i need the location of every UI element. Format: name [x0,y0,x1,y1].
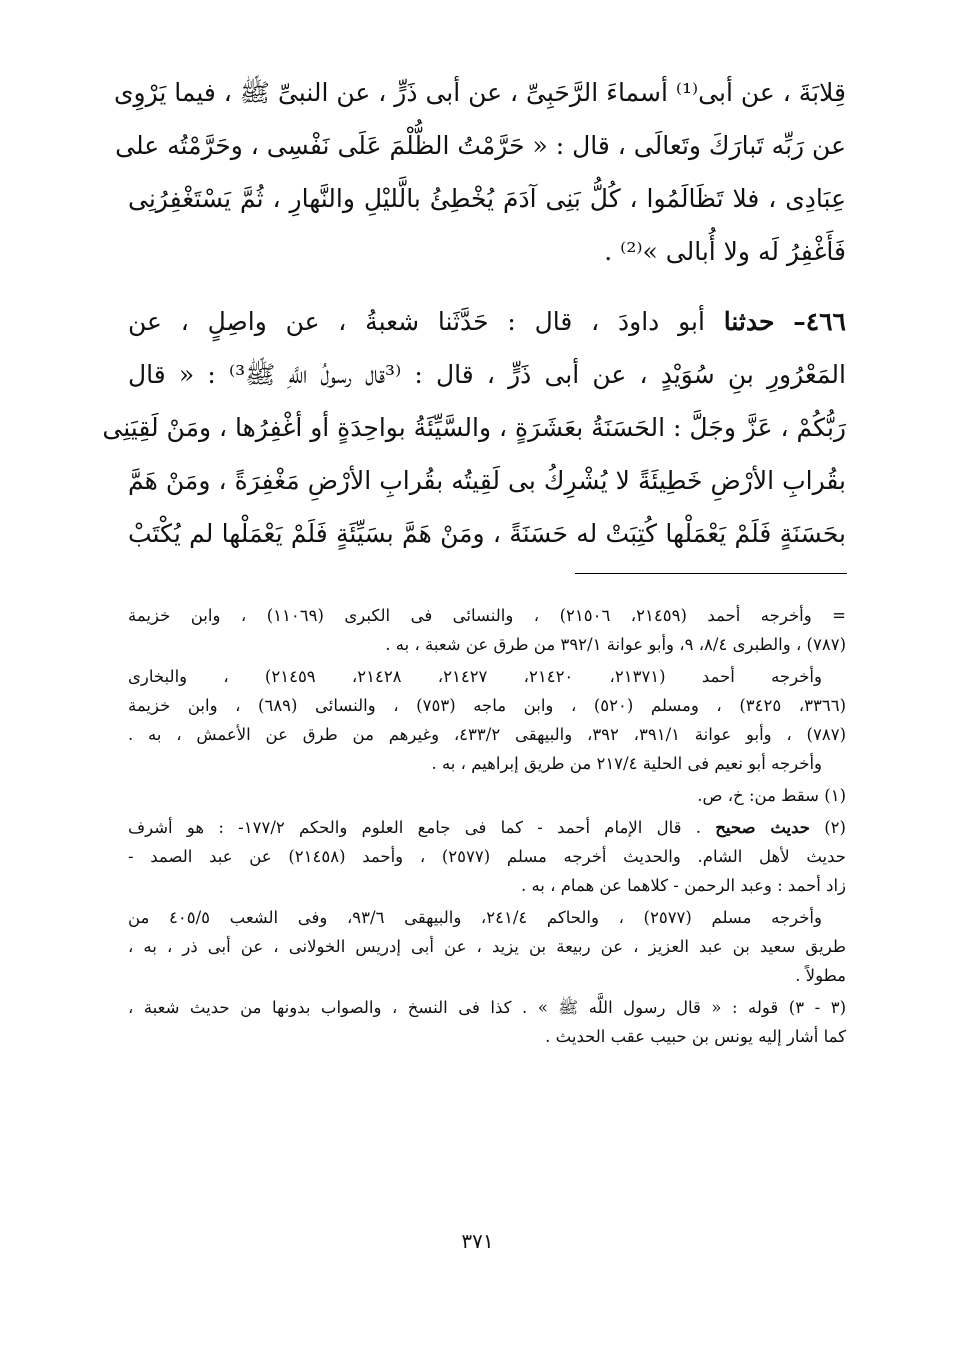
footnote-line: = وأخرجه أحمد (٢١٤٥٩، ٢١٥٠٦) ، والنسائى فى الكبرى (١١٠٦٩) ، وابن خزيمة [128,606,847,625]
footnote-line: (١) سقط من: خ، ص. [697,786,846,805]
hadith-466 [102,295,847,560]
page-number: ٣٧١ [461,1229,494,1253]
footnotes [128,601,846,1054]
text-line: قِلابَةَ ، عن أبى⁽¹⁾ أسماءَ الرَّحَبِىِّ ، عن أبى ذَرٍّ ، عن النبىِّ ﷺ ، فيما يَرْوِى [113,78,846,107]
footnote-continuation [128,601,846,659]
footnote-line: وأخرجه مسلم (٢٥٧٧) ، والحاكم ٢٤١/٤، والبيهقى ٩٣/٦، وفى الشعب ٤٠٥/٥ من [128,908,822,927]
text-line: بحَسَنَةٍ فَلَمْ يَعْمَلْها كُتِبَتْ له حَسَنَةً ، ومَنْ هَمَّ بسَيِّئَةٍ فَلَمْ يَعْمَلْها لم يُكْتَبْ [128,519,847,548]
footnote-line: مطولاً . [795,966,846,985]
footnote-2 [128,813,846,900]
footnote-line: وأخرجه أبو نعيم فى الحلية ٢١٧/٤ من طريق إبراهيم ، به . [431,754,822,773]
footnote-separator [575,573,847,574]
line-rest: أبو داودَ ، قال : حَدَّثَنا شعبةُ ، عن واصِلٍ ، عن [128,307,705,336]
text-line: عن رَبِّه تَبارَكَ وتَعالَى ، قال : « حَرَّمْتُ الظُّلْمَ عَلَى نَفْسِى ، وحَرَّمْتُه على [115,131,846,160]
footnote-line: (٣ - ٣) قوله : « قال رسول اللَّه ﷺ » . كذا فى النسخ ، والصواب بدونها من حديث شعبة ، [128,998,846,1017]
footnote-label: (٢) [824,818,846,837]
footnote-line: حديث لأهل الشام. والحديث أخرجه مسلم (٢٥٧٧) ، وأحمد (٢١٤٥٨) عن عبد الصمد - [128,847,846,866]
text-line: فَأَغْفِرُ لَه ولا أُبالى »⁽²⁾ . [604,237,846,266]
hadith-dash: – [793,307,806,336]
footnote-line [128,813,846,842]
hadith-text-continuation [113,66,846,278]
footnote-line: (٣٣٦٦، ٣٤٢٥) ، ومسلم (٥٢٠) ، وابن ماجه (٧٥٣) ، والنسائى (٦٨٩) ، وابن خزيمة [128,696,847,715]
hadith-opening: حدثنا [723,307,775,336]
footnote-3 [128,993,846,1051]
text-line: عِبَادِى ، فلا تَظَالَمُوا ، كُلُّ بَنِى آدَمَ يُخْطِئُ بالَّليْلِ والنَّهارِ ، ثُمَّ يَسْتَغْفِرُنِى [128,184,846,213]
footnote-line: زاد أحمد : وعبد الرحمن - كلاهما عن همام ، به . [520,876,846,895]
text-line: بقُرابِ الأرْضِ خَطِيئَةً لا يُشْرِكُ بى لَقِيتُه بقُرابِ الأرْضِ مَغْفِرَةً ، ومَنْ هَمَّ [128,466,846,495]
grading-label: حديث صحيح [715,818,810,837]
footnote-line: وأخرجه أحمد (٢١٣٧١، ٢١٤٢٠، ٢١٤٢٧، ٢١٤٢٨، ٢١٤٥٩) ، والبخارى [128,667,822,686]
line-rest: . قال الإمام أحمد - كما فى جامع العلوم والحكم ١٧٧/٢- : هو أشرف [128,818,702,837]
text-line [128,295,846,348]
footnote-ahmad-bukhari [128,662,846,778]
hadith-number: ٤٦٦ [805,307,846,336]
footnote-1 [128,781,846,810]
footnote-2-continued [128,903,846,990]
footnote-line: طريق سعيد بن عبد العزيز ، عن ربيعة بن يزيد ، عن أبى إدريس الخولانى ، عن أبى ذر ، به ، [128,937,846,956]
footnote-line: كما أشار إليه يونس بن حبيب عقب الحديث . [545,1027,846,1046]
text-line: رَبُّكُمْ ، عَزَّ وجَلَّ : الحَسَنَةُ بعَشَرَةٍ ، والسَّيِّئَةُ بواحِدَةٍ أو أغْفِرُها ، ومَنْ لَقِيَنِى [102,413,846,442]
footnote-line: (٧٨٧) ، وأبو عوانة ٣٩١/١، ٣٩٢، والبيهقى ٤٣٣/٢، وغيرهم من طرق عن الأعمش ، به . [128,725,846,744]
footnote-line: (٧٨٧) ، والطبرى ٨/٤، ٩، وأبو عوانة ٣٩٢/١ من طرق عن شعبة ، به . [385,635,846,654]
text-line: المَعْرُورِ بنِ سُوَيْدٍ ، عن أبى ذَرٍّ ، قال : ⁽³قال رسولُ اللَّهِ ﷺ³⁾ : « قال [128,360,846,389]
